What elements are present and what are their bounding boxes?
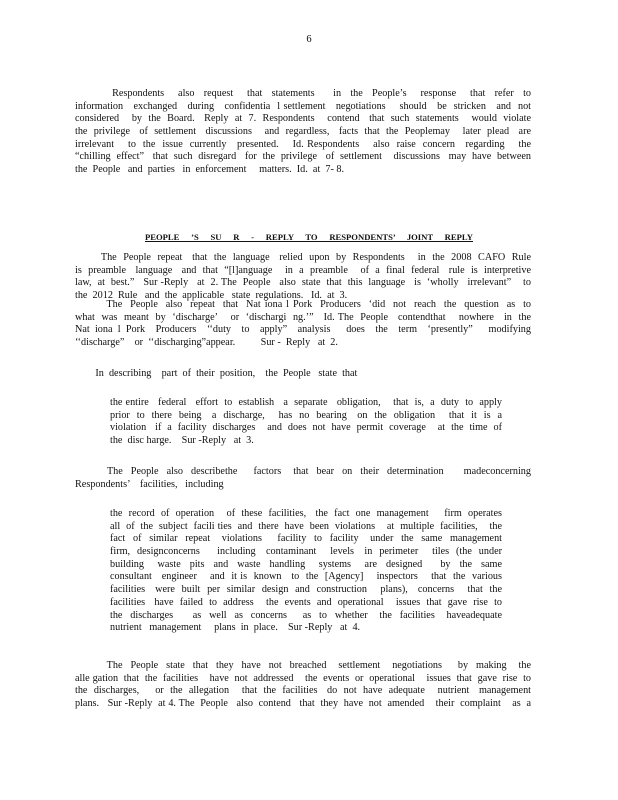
text-line: the discharges as well as concerns as to whether the facilities haveadequate (110, 609, 502, 621)
paragraph-describing-position (75, 368, 531, 381)
text-line: The People also describethe factors that bear on their determination madeconcerning (75, 466, 531, 477)
text-line: In describing part of their position, the People state that (75, 368, 358, 379)
text-line: the entire federal effort to establish a separate obligation, that is, a duty to apply (110, 397, 502, 408)
text-line: the disc harge. Sur -Reply at 3. (110, 435, 254, 447)
text-line: firm, designconcerns including contaminant levels in perimeter tiles (the under (110, 546, 502, 558)
text-line: information exchanged during confidentia l settlement negotiations should be stricken and not (75, 100, 531, 112)
page-number: 6 (306, 34, 312, 45)
paragraph-respondents-request (75, 88, 531, 177)
text-line: the 2012 Rule and the applicable state regulations. Id. at 3. (75, 290, 348, 302)
text-line: alle gation that the facilities have not addressed the events or operational issues that gave rise to (75, 672, 531, 684)
text-line: The People also repeat that Nat iona l Pork Producers ‘did not reach the question as to (75, 299, 531, 310)
text-line: all of the subject facili ties and there have been violations at multiple facilities, the (110, 520, 502, 532)
text-line: facilities have failed to address the events and operational issues that gave rise to (110, 596, 502, 608)
text-line: fact of similar repeat violations facility to facility under the same management (110, 533, 502, 545)
text-line: consultant engineer and it is known to the [Agency] inspectors that the various (110, 571, 502, 583)
section-heading: PEOPLE ’S SU R - REPLY TO RESPONDENTS’ JOINT REPLY (145, 232, 473, 242)
block-quote-federal-effort (110, 397, 502, 448)
text-line: the discharges, or the allegation that the facilities do not have adequate nutrient management (75, 685, 531, 697)
text-line: “chilling effect” that such disregard for the privilege of settlement discussions may have between (75, 151, 531, 163)
text-line: plans. Sur -Reply at 4. The People also contend that they have not amended their complaint as a (75, 698, 531, 710)
text-line: considered by the Board. Reply at 7. Respondents contend that such statements would violate (75, 113, 531, 125)
text-line: Respondents also request that statements in the People’s response that refer to (75, 88, 531, 99)
paragraph-pork-producers (75, 299, 531, 350)
paragraph-factors (75, 466, 531, 491)
text-line: the People and parties in enforcement matters. Id. at 7- 8. (75, 164, 345, 176)
text-line: the privilege of settlement discussions and regardless, facts that the Peoplemay later plead are (75, 126, 531, 138)
text-line: law, at best.” Sur -Reply at 2. The People also state that this language is ‘wholly irrelevant” to (75, 277, 531, 289)
text-line: violation if a facility discharges and does not have permit coverage at the time of (110, 422, 502, 434)
text-line: is preamble language and that “[l]anguage in a preamble of a final federal rule is interpretive (75, 264, 531, 276)
text-line: The People repeat that the language relied upon by Respondents in the 2008 CAFO Rule (75, 252, 531, 263)
text-line: Nat iona l Pork Producers ‘‘duty to apply” analysis does the term ‘presently” modifying (75, 324, 531, 336)
paragraph-cafo-rule (75, 252, 531, 303)
text-line: ‘‘discharge” or ‘‘discharging”appear. Sur - Reply at 2. (75, 337, 338, 349)
paragraph-settlement-negotiations (75, 660, 531, 711)
text-line: nutrient management plans in place. Sur -Reply at 4. (110, 622, 361, 634)
text-line: prior to there being a discharge, has no bearing on the obligation that it is a (110, 409, 502, 421)
text-line: facilities were built per similar design and construction plans), concerns that the (110, 584, 502, 596)
text-line: what was meant by ‘discharge’ or ‘dischargi ng.’” Id. The People contendthat nowhere in the (75, 311, 531, 323)
text-line: The People state that they have not breached settlement negotiations by making the (75, 660, 531, 671)
text-line: building waste pits and waste handling systems are designed by the same (110, 558, 502, 570)
text-line: Respondents’ facilities, including (75, 478, 224, 490)
text-line: the record of operation of these facilities, the fact one management firm operates (110, 508, 502, 519)
block-quote-facilities-record (110, 508, 502, 635)
text-line: irrelevant to the issue currently presented. Id. Respondents also raise concern regarding the (75, 138, 531, 150)
